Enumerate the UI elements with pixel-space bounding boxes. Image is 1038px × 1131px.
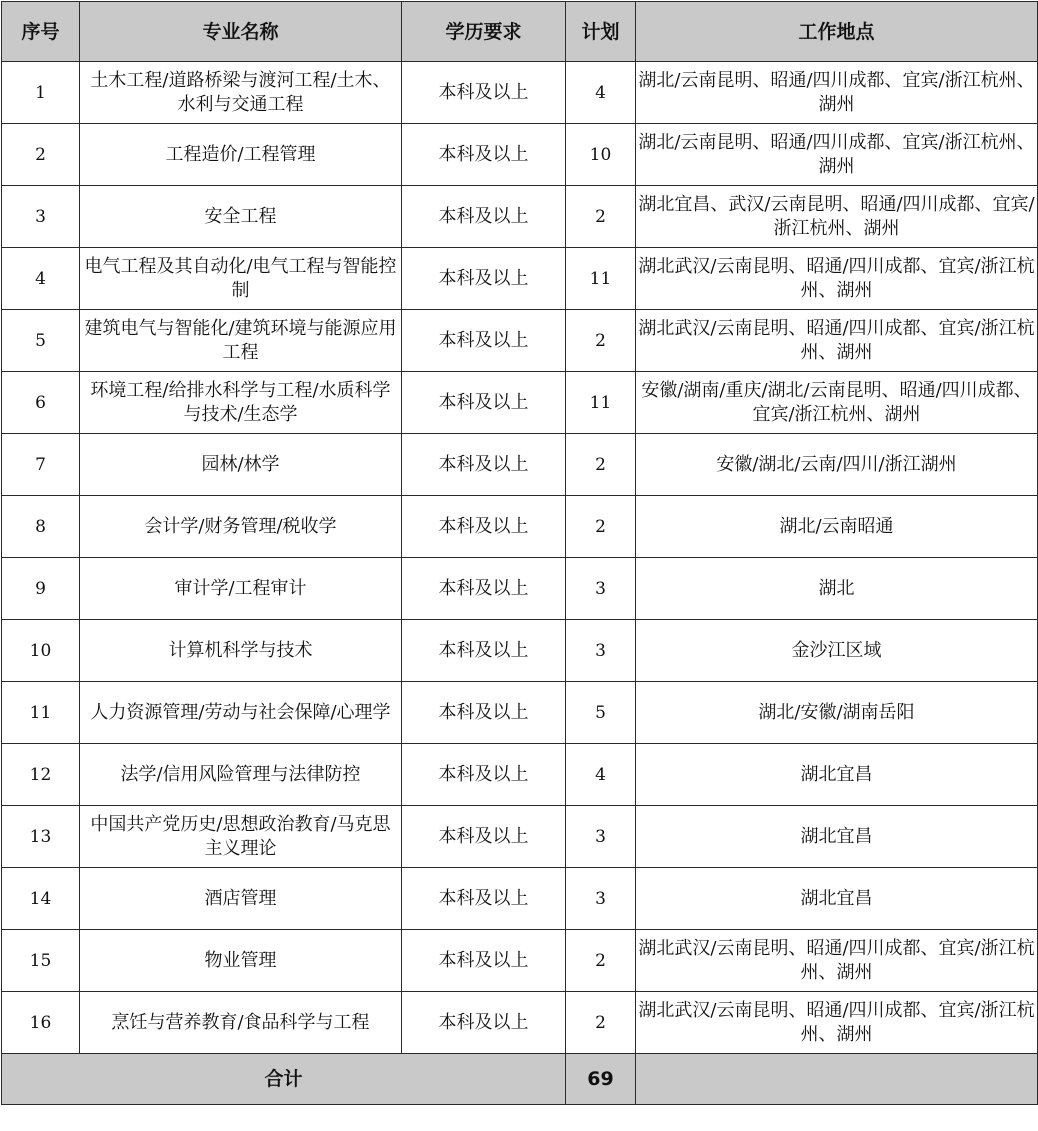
total-location <box>636 1054 1038 1105</box>
total-label: 合计 <box>2 1054 566 1105</box>
cell-major: 环境工程/给排水科学与工程/水质科学与技术/生态学 <box>80 372 402 434</box>
cell-major: 中国共产党历史/思想政治教育/马克思主义理论 <box>80 806 402 868</box>
cell-location: 湖北宜昌 <box>636 806 1038 868</box>
table-row <box>2 124 1038 186</box>
cell-plan: 4 <box>566 744 636 806</box>
cell-major: 酒店管理 <box>80 868 402 930</box>
cell-degree: 本科及以上 <box>402 620 566 682</box>
cell-degree: 本科及以上 <box>402 310 566 372</box>
cell-major: 安全工程 <box>80 186 402 248</box>
cell-location: 金沙江区域 <box>636 620 1038 682</box>
cell-plan: 3 <box>566 868 636 930</box>
cell-major: 审计学/工程审计 <box>80 558 402 620</box>
cell-location: 湖北/云南昆明、昭通/四川成都、宜宾/浙江杭州、湖州 <box>636 124 1038 186</box>
table-row <box>2 372 1038 434</box>
cell-location: 湖北武汉/云南昆明、昭通/四川成都、宜宾/浙江杭州、湖州 <box>636 992 1038 1054</box>
cell-plan: 2 <box>566 310 636 372</box>
cell-location: 湖北武汉/云南昆明、昭通/四川成都、宜宾/浙江杭州、湖州 <box>636 310 1038 372</box>
table-row <box>2 806 1038 868</box>
cell-major: 计算机科学与技术 <box>80 620 402 682</box>
table-row <box>2 434 1038 496</box>
cell-degree: 本科及以上 <box>402 682 566 744</box>
header-degree: 学历要求 <box>402 2 566 62</box>
cell-seq: 4 <box>2 248 80 310</box>
cell-major: 工程造价/工程管理 <box>80 124 402 186</box>
header-row <box>2 2 1038 62</box>
table-row <box>2 496 1038 558</box>
cell-plan: 11 <box>566 372 636 434</box>
cell-seq: 10 <box>2 620 80 682</box>
cell-seq: 3 <box>2 186 80 248</box>
table-row <box>2 682 1038 744</box>
table-row <box>2 248 1038 310</box>
cell-major: 法学/信用风险管理与法律防控 <box>80 744 402 806</box>
table-row <box>2 186 1038 248</box>
cell-degree: 本科及以上 <box>402 186 566 248</box>
table-row <box>2 744 1038 806</box>
cell-plan: 3 <box>566 806 636 868</box>
recruitment-plan-table <box>1 1 1038 1105</box>
cell-plan: 2 <box>566 496 636 558</box>
table-row <box>2 620 1038 682</box>
cell-major: 烹饪与营养教育/食品科学与工程 <box>80 992 402 1054</box>
cell-degree: 本科及以上 <box>402 496 566 558</box>
cell-degree: 本科及以上 <box>402 930 566 992</box>
cell-seq: 13 <box>2 806 80 868</box>
cell-location: 湖北 <box>636 558 1038 620</box>
cell-plan: 2 <box>566 992 636 1054</box>
header-major: 专业名称 <box>80 2 402 62</box>
cell-location: 湖北宜昌、武汉/云南昆明、昭通/四川成都、宜宾/浙江杭州、湖州 <box>636 186 1038 248</box>
cell-seq: 9 <box>2 558 80 620</box>
cell-plan: 2 <box>566 434 636 496</box>
table-row <box>2 868 1038 930</box>
cell-location: 湖北武汉/云南昆明、昭通/四川成都、宜宾/浙江杭州、湖州 <box>636 930 1038 992</box>
total-plan: 69 <box>566 1054 636 1105</box>
cell-major: 园林/林学 <box>80 434 402 496</box>
cell-seq: 6 <box>2 372 80 434</box>
table-row <box>2 310 1038 372</box>
cell-seq: 2 <box>2 124 80 186</box>
cell-plan: 11 <box>566 248 636 310</box>
cell-location: 湖北宜昌 <box>636 868 1038 930</box>
cell-seq: 15 <box>2 930 80 992</box>
cell-location: 湖北/云南昭通 <box>636 496 1038 558</box>
cell-major: 会计学/财务管理/税收学 <box>80 496 402 558</box>
header-plan: 计划 <box>566 2 636 62</box>
cell-location: 湖北武汉/云南昆明、昭通/四川成都、宜宾/浙江杭州、湖州 <box>636 248 1038 310</box>
cell-plan: 4 <box>566 62 636 124</box>
header-location: 工作地点 <box>636 2 1038 62</box>
cell-degree: 本科及以上 <box>402 248 566 310</box>
header-seq: 序号 <box>2 2 80 62</box>
cell-major: 电气工程及其自动化/电气工程与智能控制 <box>80 248 402 310</box>
cell-plan: 2 <box>566 186 636 248</box>
cell-seq: 11 <box>2 682 80 744</box>
cell-seq: 8 <box>2 496 80 558</box>
cell-degree: 本科及以上 <box>402 434 566 496</box>
cell-degree: 本科及以上 <box>402 558 566 620</box>
cell-location: 湖北宜昌 <box>636 744 1038 806</box>
cell-seq: 7 <box>2 434 80 496</box>
cell-degree: 本科及以上 <box>402 62 566 124</box>
cell-degree: 本科及以上 <box>402 744 566 806</box>
cell-plan: 2 <box>566 930 636 992</box>
cell-degree: 本科及以上 <box>402 868 566 930</box>
table-row <box>2 992 1038 1054</box>
table-row <box>2 558 1038 620</box>
cell-seq: 12 <box>2 744 80 806</box>
cell-degree: 本科及以上 <box>402 372 566 434</box>
cell-major: 建筑电气与智能化/建筑环境与能源应用工程 <box>80 310 402 372</box>
cell-seq: 14 <box>2 868 80 930</box>
cell-plan: 3 <box>566 620 636 682</box>
cell-plan: 3 <box>566 558 636 620</box>
cell-major: 人力资源管理/劳动与社会保障/心理学 <box>80 682 402 744</box>
cell-plan: 10 <box>566 124 636 186</box>
cell-location: 湖北/云南昆明、昭通/四川成都、宜宾/浙江杭州、湖州 <box>636 62 1038 124</box>
cell-location: 安徽/湖南/重庆/湖北/云南昆明、昭通/四川成都、宜宾/浙江杭州、湖州 <box>636 372 1038 434</box>
cell-major: 物业管理 <box>80 930 402 992</box>
cell-degree: 本科及以上 <box>402 124 566 186</box>
cell-location: 湖北/安徽/湖南岳阳 <box>636 682 1038 744</box>
cell-seq: 5 <box>2 310 80 372</box>
cell-degree: 本科及以上 <box>402 806 566 868</box>
total-row <box>2 1054 1038 1105</box>
cell-location: 安徽/湖北/云南/四川/浙江湖州 <box>636 434 1038 496</box>
cell-seq: 1 <box>2 62 80 124</box>
table-row <box>2 930 1038 992</box>
table-row <box>2 62 1038 124</box>
cell-degree: 本科及以上 <box>402 992 566 1054</box>
cell-plan: 5 <box>566 682 636 744</box>
cell-major: 土木工程/道路桥梁与渡河工程/土木、水利与交通工程 <box>80 62 402 124</box>
cell-seq: 16 <box>2 992 80 1054</box>
